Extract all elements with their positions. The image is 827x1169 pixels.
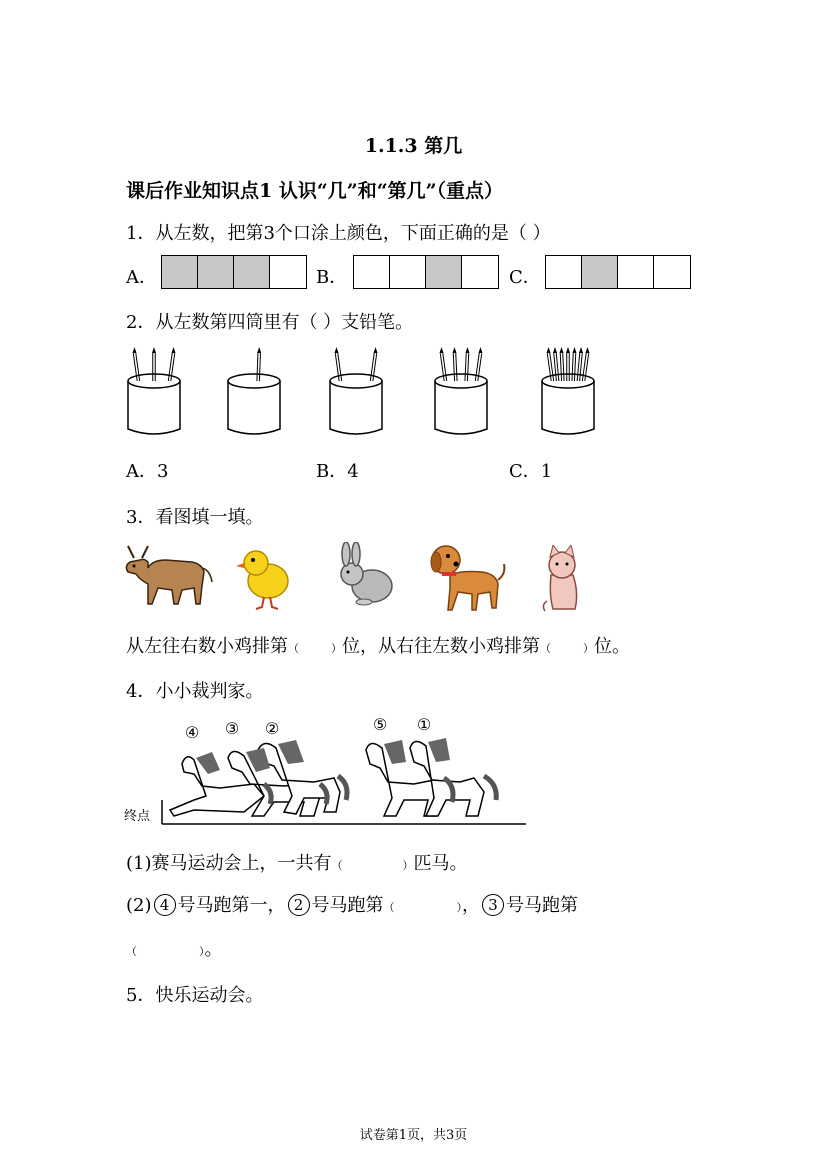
paren-open: （ — [288, 642, 299, 655]
circled-number-2: 2 — [288, 894, 310, 916]
question-1: 1．从左数，把第3个口涂上颜色，下面正确的是（ ） — [126, 223, 551, 244]
paren-close: ） — [199, 945, 205, 958]
horse-number-4: ④ — [184, 723, 200, 742]
q4-sub1 — [126, 849, 468, 875]
pencil-cup — [542, 381, 594, 434]
page-title: 1.1.3 第几 — [364, 135, 463, 157]
q4-sub2 — [126, 891, 578, 917]
paren-close: ） — [583, 642, 594, 655]
question-4: 4．小小裁判家。 — [126, 681, 264, 702]
horse-number-2: ② — [264, 719, 280, 738]
rabbit-icon — [334, 542, 396, 608]
q4-sub2-text-e: 号马跑第 — [506, 895, 578, 916]
pencil-tip — [257, 347, 261, 353]
q2-option-a[interactable]: A．3 — [126, 461, 169, 482]
pencil-tip — [152, 347, 156, 353]
q3-answer-line — [126, 632, 630, 658]
q3-text-c: 位。 — [594, 636, 630, 657]
box-cell — [582, 256, 618, 288]
circled-number-3: 3 — [482, 894, 504, 916]
box-cell — [546, 256, 582, 288]
paren-open: （ — [331, 859, 343, 872]
box-cell — [426, 256, 462, 288]
pencil-tip — [566, 347, 570, 353]
pencil-tip — [453, 347, 457, 353]
pencil-cup — [128, 381, 180, 434]
q3-text-b: 位，从右往左数小鸡排第 — [342, 636, 540, 657]
section-heading: 课后作业知识点1 认识“几”和“第几”（重点） — [126, 180, 504, 202]
paren-close: ） — [456, 901, 462, 914]
q4-sub2-continued — [126, 935, 223, 961]
q2-option-b[interactable]: B．4 — [316, 461, 359, 482]
pencil-cup — [435, 381, 487, 434]
q4-sub2-text-c: 号马跑第 — [311, 895, 384, 916]
box-cell — [234, 256, 270, 288]
finish-line-label: 终点 — [124, 809, 151, 824]
pencil-tip — [553, 347, 557, 353]
q1-option-c-label: C． — [509, 267, 541, 288]
q1-option-b-label: B． — [316, 267, 348, 288]
paren-open: （ — [383, 901, 395, 914]
dog-icon — [428, 540, 508, 614]
pencil-tip — [547, 347, 551, 353]
box-cell — [462, 256, 498, 288]
horse-number-5: ⑤ — [372, 715, 388, 734]
pencil-tip — [374, 347, 378, 353]
question-2: 2．从左数第四筒里有（ ）支铅笔。 — [126, 312, 414, 333]
box-cell — [162, 256, 198, 288]
q4-sub2-text-b: 号马跑第一， — [177, 895, 286, 916]
paren-close: ） — [402, 859, 414, 872]
pencil-tip — [579, 347, 583, 353]
pencil-cup — [330, 381, 382, 434]
box-cell — [390, 256, 426, 288]
pencil-tip — [133, 347, 137, 353]
horse-number-1: ① — [416, 715, 432, 734]
q4-sub2-text-f: 。 — [204, 939, 223, 960]
pencil-cup — [228, 381, 280, 434]
paren-open: （ — [126, 945, 137, 958]
box-cell — [654, 256, 690, 288]
pencil-tip — [573, 347, 577, 353]
circled-number-4: 4 — [154, 894, 176, 916]
pencil-tip — [560, 347, 564, 353]
horse-race-figure — [124, 712, 530, 828]
q1-option-a-label: A． — [126, 267, 157, 288]
question-5: 5．快乐运动会。 — [126, 985, 264, 1006]
pencil-tip — [172, 347, 176, 353]
box-cell — [270, 256, 306, 288]
cat-icon — [541, 545, 583, 613]
q2-option-c[interactable]: C．1 — [509, 461, 553, 482]
question-3: 3．看图填一填。 — [126, 507, 264, 528]
box-cell — [198, 256, 234, 288]
pencil-tip — [586, 347, 590, 353]
paren-close: ） — [331, 642, 342, 655]
pencil-tip — [466, 347, 470, 353]
q4-sub1-text-a: (1)赛马运动会上，一共有 — [126, 853, 332, 874]
box-cell — [618, 256, 654, 288]
q1-option-a-boxes[interactable] — [161, 255, 307, 289]
paren-open: （ — [540, 642, 551, 655]
pencil-tip — [440, 347, 444, 353]
q4-sub2-prefix: (2) — [126, 895, 152, 916]
pencil-cups-figure — [110, 345, 630, 445]
chick-icon — [236, 545, 296, 611]
cow-icon — [122, 538, 214, 612]
pencil-tip — [479, 347, 483, 353]
q3-text-a: 从左往右数小鸡排第 — [126, 636, 288, 657]
page-footer: 试卷第1页，共3页 — [359, 1128, 468, 1143]
q1-option-b-boxes[interactable] — [353, 255, 499, 289]
q1-option-c-boxes[interactable] — [545, 255, 691, 289]
pencil-tip — [335, 347, 339, 353]
horse-number-3: ③ — [224, 719, 240, 738]
box-cell — [354, 256, 390, 288]
q4-sub2-text-d: ， — [462, 895, 480, 916]
q4-sub1-text-b: 匹马。 — [413, 853, 468, 874]
